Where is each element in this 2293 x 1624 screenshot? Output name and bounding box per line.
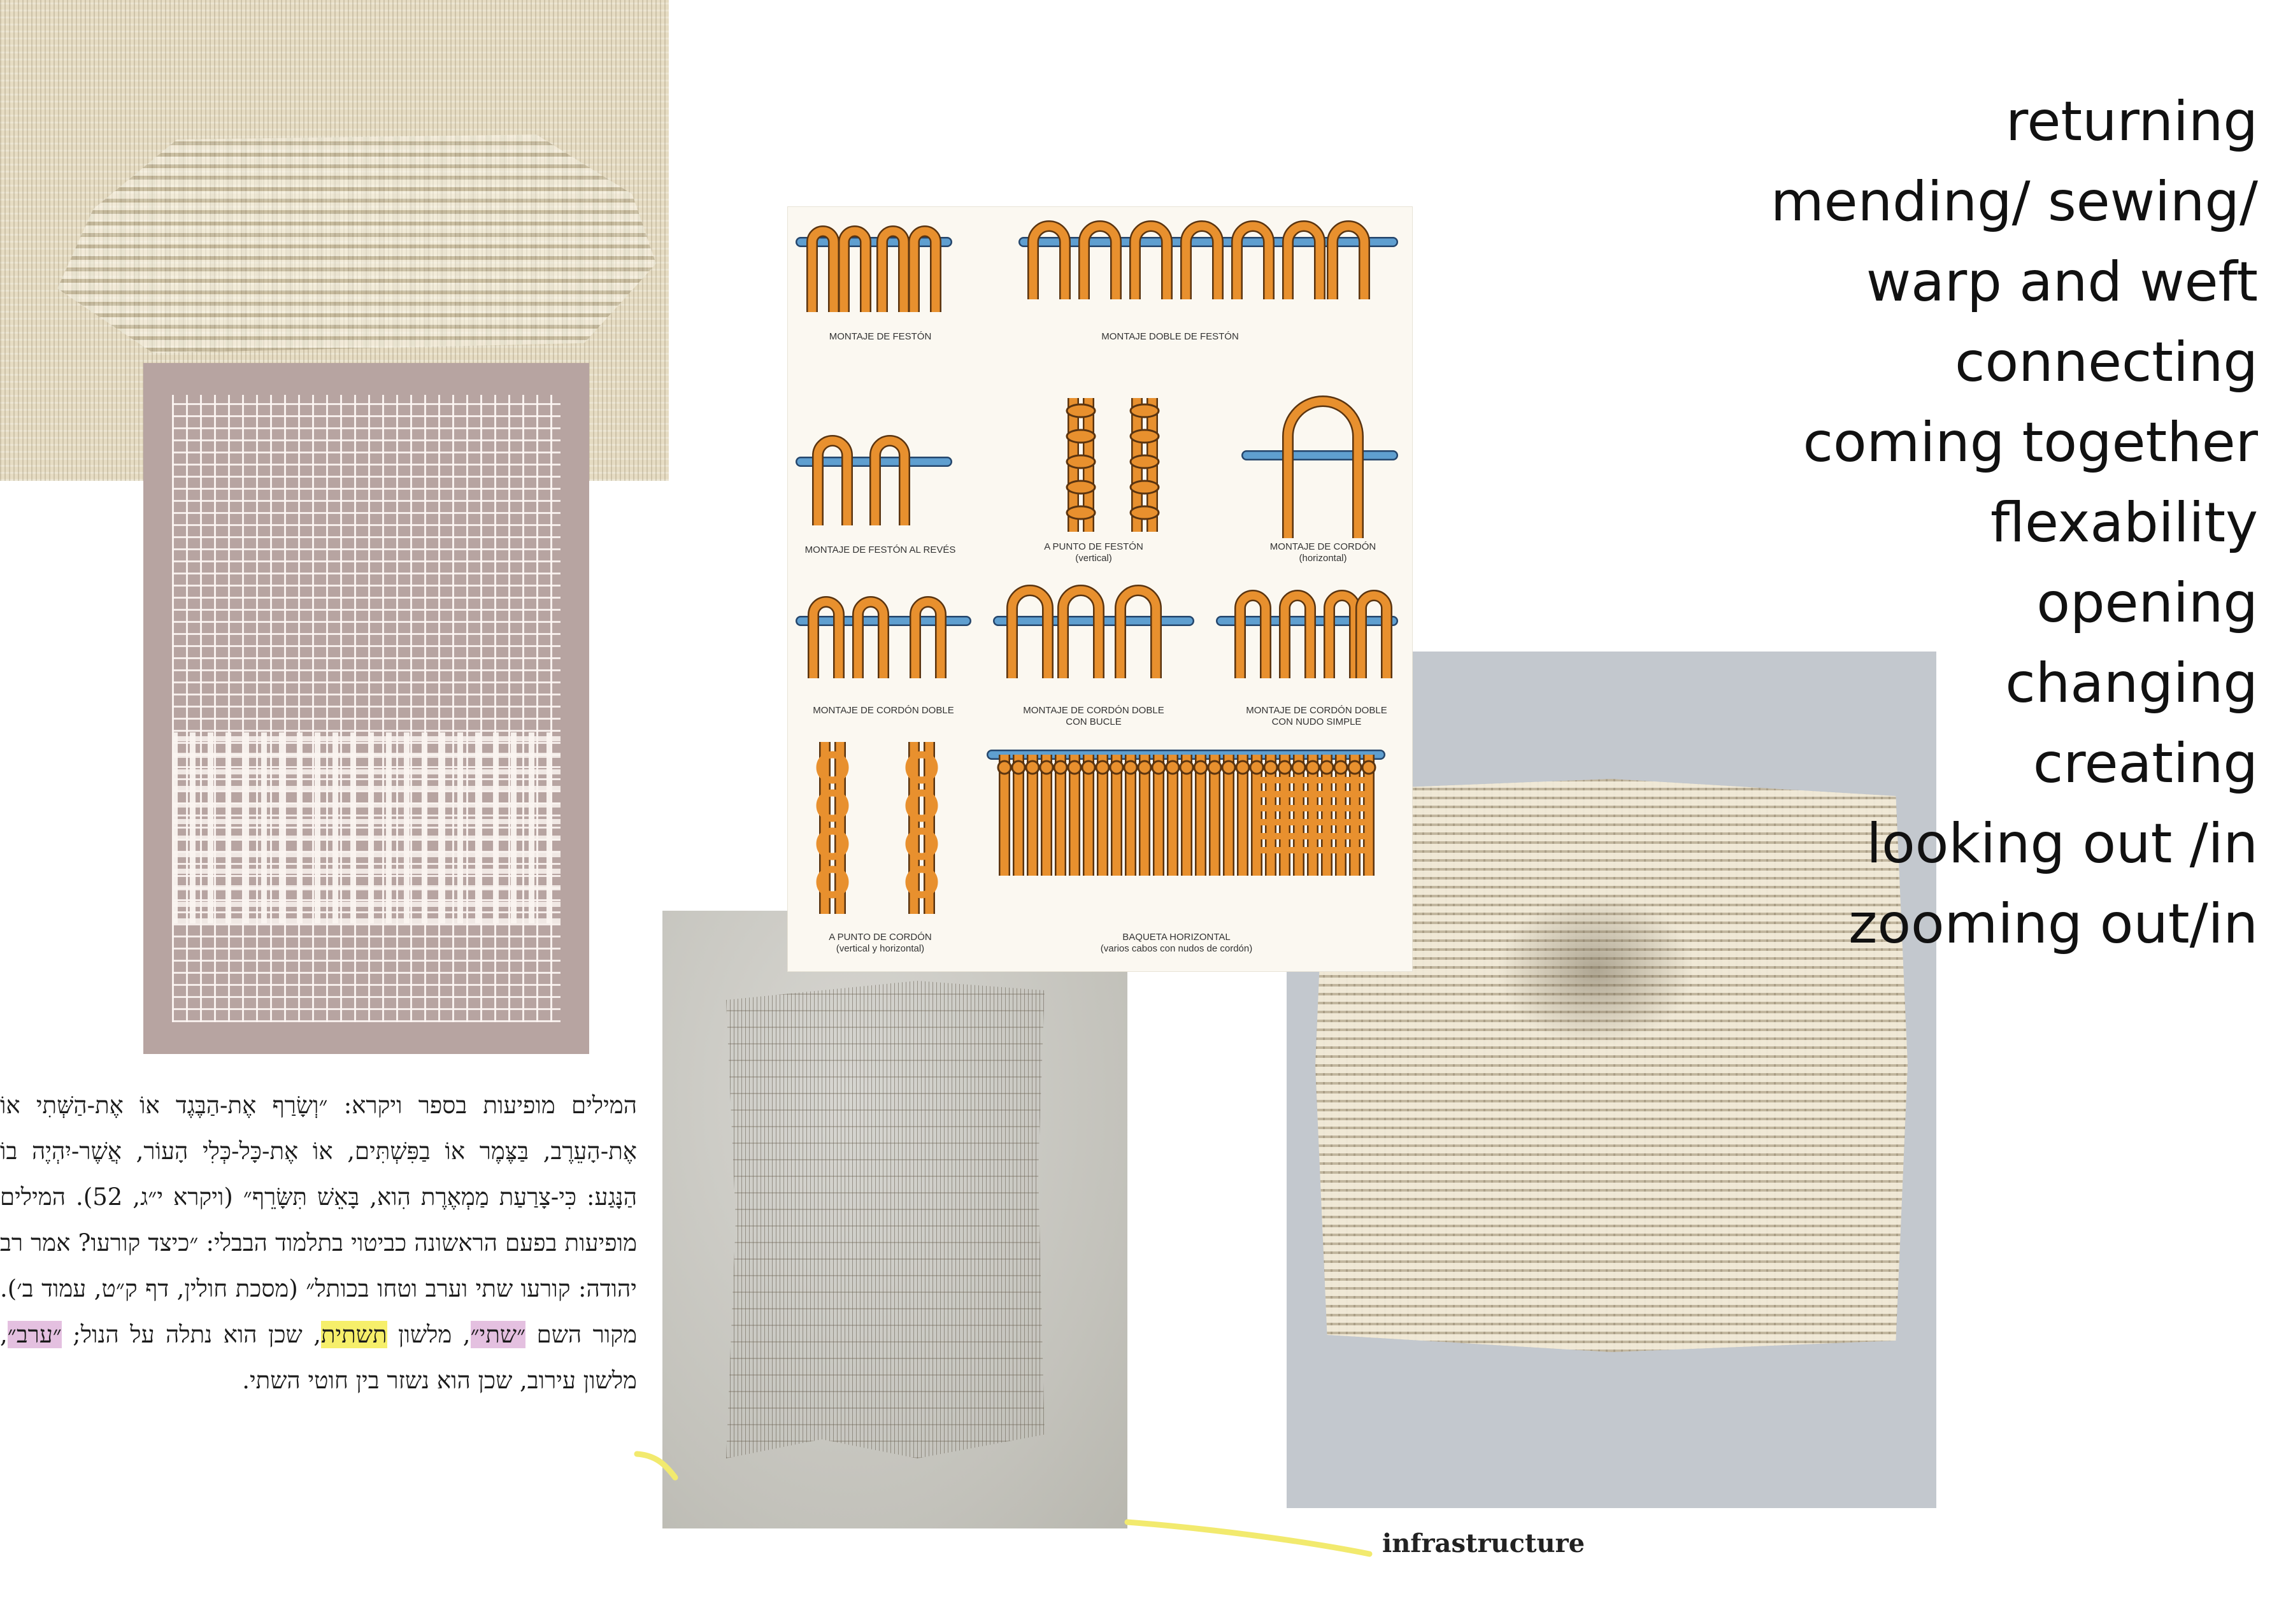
knot xyxy=(1131,481,1159,494)
hebrew-text-part: המילים מופיעות בספר ויקרא: ״וְשָׂרַף אֶת-הַבֶּגֶד אוֹ אֶת-הַשְּׁתִי אוֹ אֶת-הָעֵרֶב, בַּצֶּמֶר אוֹ בַפִּשְׁתִּים, אוֹ אֶת-כָּל-כְּלִי הָעוֹר, אֲשֶׁר-יִהְיֶה בוֹ הַנָּגַע: כִּי-צָרַעַת מַמְאֶרֶת הִוא, בָּאֵשׁ תִּשָּׂרֵף״ (ויקרא י״ג, 52). המילים מופיעות בפעם הראשונה כביטוי בתלמוד הבבלי: ״כיצד קורעו? אמר רב יהודה: קורעו שתי וערב וטחו בכותל״ (מסכת חולין, דף ק״ט, עמוד ב׳). מקור השם xyxy=(0,1092,638,1348)
knot xyxy=(1096,761,1109,774)
knot-label: MONTAJE DE FESTÓN xyxy=(829,331,932,342)
cord-loop xyxy=(858,602,883,678)
cord-loop xyxy=(813,602,839,678)
knot xyxy=(1320,761,1333,774)
concept-word: looking out /in xyxy=(1866,812,2258,876)
sheer-weaving-photo xyxy=(662,911,1127,1528)
knot xyxy=(1040,761,1053,774)
knot-label: BAQUETA HORIZONTAL xyxy=(1122,932,1231,943)
knot xyxy=(1067,506,1095,519)
cord-loop xyxy=(1285,595,1310,678)
knot-diagram-group xyxy=(801,226,1393,914)
cord-loop xyxy=(1120,590,1156,678)
knot xyxy=(1131,455,1159,468)
knot-label: MONTAJE DE CORDÓN DOBLE xyxy=(813,705,954,716)
concept-word: coming together xyxy=(1803,411,2258,474)
knot xyxy=(1067,404,1095,417)
knot xyxy=(1067,455,1095,468)
knot-label: (varios cabos con nudos de cordón) xyxy=(1100,943,1253,954)
knot-label: (vertical y horizontal) xyxy=(836,943,925,954)
knot xyxy=(1166,761,1179,774)
knot xyxy=(1138,761,1151,774)
knot xyxy=(1131,404,1159,417)
knot xyxy=(1131,506,1159,519)
knot xyxy=(1250,761,1263,774)
knot xyxy=(1362,761,1375,774)
knot xyxy=(1264,761,1277,774)
knot xyxy=(1054,761,1067,774)
knot-label: (horizontal) xyxy=(1299,553,1347,564)
knot-label: MONTAJE DOBLE DE FESTÓN xyxy=(1101,331,1239,342)
knot xyxy=(1124,761,1137,774)
cord-loop xyxy=(1012,590,1048,678)
knot xyxy=(1012,761,1025,774)
knot xyxy=(1082,761,1095,774)
concept-word-list xyxy=(1771,82,2258,964)
knot-label: CON BUCLE xyxy=(1066,716,1122,727)
open-mesh-pattern xyxy=(172,395,561,1022)
cord-loop xyxy=(915,602,941,678)
cord-loop xyxy=(1063,590,1099,678)
knot xyxy=(1292,761,1305,774)
knot xyxy=(1068,761,1081,774)
knot-label: A PUNTO DE CORDÓN xyxy=(829,932,932,943)
knot xyxy=(1180,761,1193,774)
concept-word: opening xyxy=(2036,571,2258,635)
pink-mesh-weaving-photo xyxy=(143,363,589,1054)
knot xyxy=(1194,761,1207,774)
knot xyxy=(1306,761,1319,774)
cord-loop xyxy=(1288,401,1358,538)
distorted-weave-area xyxy=(1497,894,1694,1046)
hebrew-text-part: , מלשון xyxy=(387,1321,471,1348)
concept-word: changing xyxy=(2005,652,2258,715)
concept-word: zooming out/in xyxy=(1848,892,2258,956)
concept-word: creating xyxy=(2032,732,2258,795)
hebrew-paragraph xyxy=(0,1083,637,1404)
knot xyxy=(1026,761,1039,774)
concept-word: connecting xyxy=(1955,331,2258,394)
knot-label: A PUNTO DE FESTÓN xyxy=(1044,541,1143,552)
hebrew-text-part: , שכן הוא נתלה על הנול; xyxy=(61,1321,321,1348)
cord-loop xyxy=(1329,595,1355,678)
knot xyxy=(1067,481,1095,494)
knot xyxy=(998,761,1011,774)
highlight-shti: ״שתי״ xyxy=(470,1321,526,1348)
knot-label: MONTAJE DE CORDÓN DOBLE xyxy=(1023,705,1164,716)
cord-loop xyxy=(1288,401,1358,538)
knot-illustrations xyxy=(788,207,1412,971)
macrame-knot-chart xyxy=(788,207,1412,971)
cord-loop xyxy=(1361,595,1387,678)
highlight-erev: ״ערב״ xyxy=(7,1321,62,1348)
knot xyxy=(1208,761,1221,774)
knot-label: MONTAJE DE CORDÓN DOBLE xyxy=(1246,705,1387,716)
knot xyxy=(1348,761,1361,774)
woven-band-pattern xyxy=(57,115,656,363)
concept-word: warp and weft xyxy=(1866,250,2258,314)
sheer-cloth-pattern xyxy=(726,981,1045,1458)
concept-word: flexability xyxy=(1990,491,2258,555)
knot xyxy=(1152,761,1165,774)
knot-label: MONTAJE DE FESTÓN AL REVÉS xyxy=(804,545,956,555)
infrastructure-label: infrastructure xyxy=(1382,1528,1585,1558)
concept-word: returning xyxy=(2006,90,2258,153)
knot-label: MONTAJE DE CORDÓN xyxy=(1269,541,1376,552)
cord-loop xyxy=(875,441,904,525)
knot xyxy=(1236,761,1249,774)
knot xyxy=(1131,430,1159,443)
highlight-tashtit: תשתית xyxy=(320,1321,387,1348)
dense-mesh-pattern xyxy=(172,732,561,923)
cord-loop xyxy=(1240,595,1266,678)
knot xyxy=(1278,761,1291,774)
cord-loop xyxy=(818,441,847,525)
knot xyxy=(1067,430,1095,443)
knot-label: (vertical) xyxy=(1075,553,1112,564)
knot xyxy=(1222,761,1235,774)
concept-word: mending/ sewing/ xyxy=(1770,170,2258,234)
knot-label: CON NUDO SIMPLE xyxy=(1271,716,1362,727)
knot xyxy=(1334,761,1347,774)
hebrew-text-part: , מלשון עירוב, שכן הוא נשזר בין חוטי השתי. xyxy=(0,1321,637,1394)
knot xyxy=(1110,761,1123,774)
